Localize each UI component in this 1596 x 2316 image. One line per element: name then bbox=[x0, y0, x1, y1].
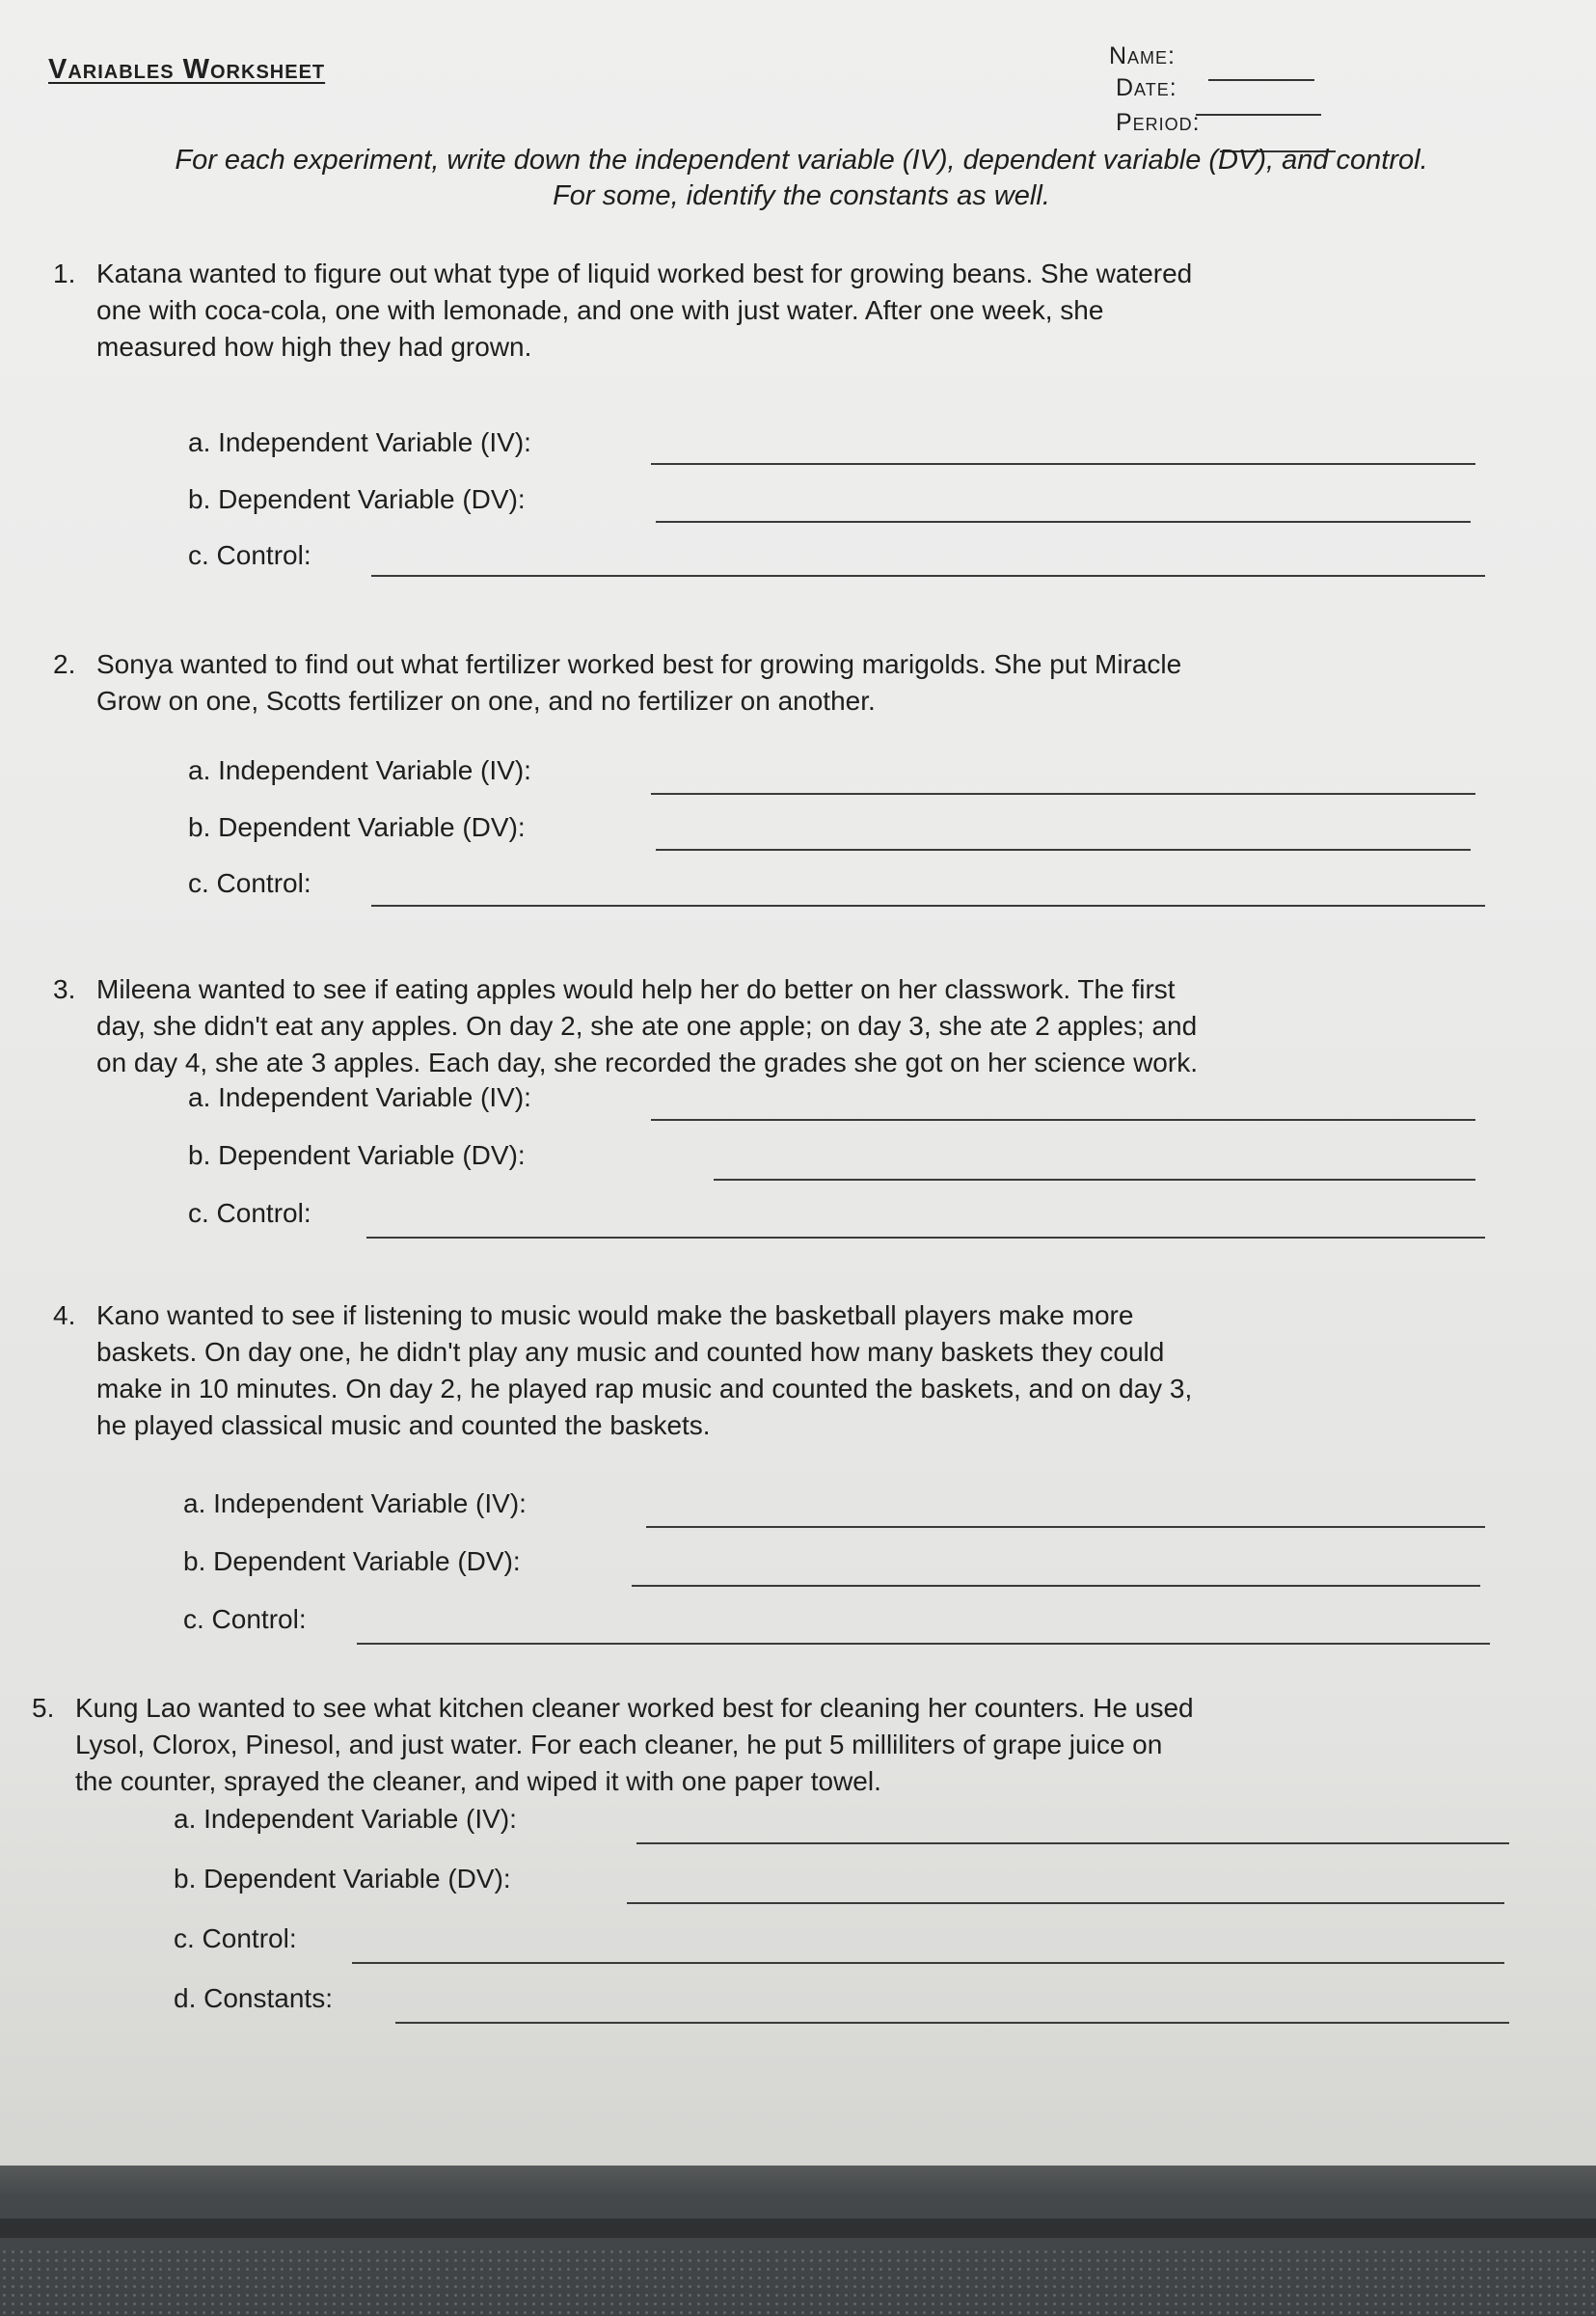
q1-iv-label: a. Independent Variable (IV): bbox=[188, 427, 531, 457]
q4-control-label: c. Control: bbox=[183, 1604, 307, 1634]
q1-dv-blank[interactable] bbox=[656, 521, 1471, 523]
question-text-line: he played classical music and counted the baskets. bbox=[96, 1410, 711, 1440]
question-1 bbox=[53, 256, 1524, 366]
question-text-line: Lysol, Clorox, Pinesol, and just water. For each cleaner, he put 5 milliliters of grape juice on bbox=[75, 1730, 1163, 1759]
question-text-line: Kano wanted to see if listening to music would make the basketball players make more bbox=[96, 1300, 1134, 1330]
q4-dv-label: b. Dependent Variable (DV): bbox=[183, 1546, 521, 1576]
q4-control-blank[interactable] bbox=[357, 1643, 1490, 1645]
q3-control-label: c. Control: bbox=[188, 1198, 311, 1228]
question-text-line: the counter, sprayed the cleaner, and wiped it with one paper towel. bbox=[75, 1766, 881, 1796]
instructions-line-2: For some, identify the constants as well. bbox=[553, 180, 1050, 211]
instructions bbox=[35, 143, 1568, 214]
q5-constants-blank[interactable] bbox=[395, 2022, 1509, 2024]
question-text bbox=[96, 256, 1524, 366]
q5-dv-label: b. Dependent Variable (DV): bbox=[174, 1864, 511, 1894]
date-blank[interactable] bbox=[1196, 114, 1321, 116]
q3-iv-label: a. Independent Variable (IV): bbox=[188, 1082, 531, 1112]
question-number: 4. bbox=[53, 1300, 76, 1330]
question-text-line: on day 4, she ate 3 apples. Each day, she recorded the grades she got on her science work. bbox=[96, 1048, 1198, 1077]
question-3 bbox=[53, 971, 1524, 1081]
name-blank[interactable] bbox=[1208, 79, 1314, 81]
question-text-line: Kung Lao wanted to see what kitchen cleaner worked best for cleaning her counters. He used bbox=[75, 1693, 1194, 1723]
question-number: 5. bbox=[32, 1693, 55, 1723]
question-text-line: baskets. On day one, he didn't play any music and counted how many baskets they could bbox=[96, 1337, 1165, 1367]
question-text bbox=[96, 971, 1524, 1081]
question-text-line: day, she didn't eat any apples. On day 2, she ate one apple; on day 3, she ate 2 apples; and bbox=[96, 1011, 1198, 1041]
desk-edge bbox=[0, 2219, 1596, 2238]
q2-dv-blank[interactable] bbox=[656, 849, 1471, 851]
q4-dv-blank[interactable] bbox=[632, 1585, 1480, 1587]
instructions-line-1: For each experiment, write down the independent variable (IV), dependent variable (DV), and control. bbox=[175, 145, 1428, 176]
q5-dv-blank[interactable] bbox=[627, 1902, 1504, 1904]
question-text-line: make in 10 minutes. On day 2, he played rap music and counted the baskets, and on day 3, bbox=[96, 1374, 1193, 1403]
question-text bbox=[96, 1297, 1524, 1444]
q5-control-blank[interactable] bbox=[352, 1962, 1504, 1964]
name-label: Name: bbox=[1109, 42, 1177, 69]
question-text-line: measured how high they had grown. bbox=[96, 332, 532, 362]
q2-iv-blank[interactable] bbox=[651, 793, 1475, 795]
date-label: Date: bbox=[1116, 74, 1177, 101]
q4-iv-blank[interactable] bbox=[646, 1526, 1485, 1528]
question-number: 2. bbox=[53, 649, 76, 679]
question-text-line: Katana wanted to figure out what type of liquid worked best for growing beans. She watered bbox=[96, 259, 1193, 288]
desk-texture bbox=[0, 2248, 1596, 2316]
q1-control-blank[interactable] bbox=[371, 575, 1485, 577]
q2-control-label: c. Control: bbox=[188, 868, 311, 898]
q5-constants-label: d. Constants: bbox=[174, 1983, 333, 2013]
q1-iv-blank[interactable] bbox=[651, 463, 1475, 465]
q5-iv-blank[interactable] bbox=[636, 1842, 1509, 1844]
q3-dv-label: b. Dependent Variable (DV): bbox=[188, 1140, 526, 1170]
worksheet-title: Variables Worksheet bbox=[48, 54, 326, 85]
question-5 bbox=[32, 1690, 1551, 1800]
q2-iv-label: a. Independent Variable (IV): bbox=[188, 755, 531, 785]
question-text-line: one with coca-cola, one with lemonade, and one with just water. After one week, she bbox=[96, 295, 1104, 325]
q5-iv-label: a. Independent Variable (IV): bbox=[174, 1804, 517, 1834]
q3-dv-blank[interactable] bbox=[714, 1179, 1475, 1181]
period-label: Period: bbox=[1116, 109, 1201, 136]
q5-control-label: c. Control: bbox=[174, 1923, 297, 1953]
question-text bbox=[96, 646, 1524, 720]
question-4 bbox=[53, 1297, 1524, 1444]
question-text-line: Sonya wanted to find out what fertilizer worked best for growing marigolds. She put Miracle bbox=[96, 649, 1182, 679]
q4-iv-label: a. Independent Variable (IV): bbox=[183, 1488, 527, 1518]
question-number: 3. bbox=[53, 974, 76, 1004]
question-text bbox=[75, 1690, 1551, 1800]
q3-iv-blank[interactable] bbox=[651, 1119, 1475, 1121]
question-number: 1. bbox=[53, 259, 76, 288]
q1-control-label: c. Control: bbox=[188, 540, 311, 570]
q2-dv-label: b. Dependent Variable (DV): bbox=[188, 812, 526, 842]
q3-control-blank[interactable] bbox=[366, 1237, 1485, 1239]
question-2 bbox=[53, 646, 1524, 720]
question-text-line: Grow on one, Scotts fertilizer on one, and no fertilizer on another. bbox=[96, 686, 876, 716]
q2-control-blank[interactable] bbox=[371, 905, 1485, 907]
question-text-line: Mileena wanted to see if eating apples would help her do better on her classwork. The first bbox=[96, 974, 1176, 1004]
q1-dv-label: b. Dependent Variable (DV): bbox=[188, 484, 526, 514]
